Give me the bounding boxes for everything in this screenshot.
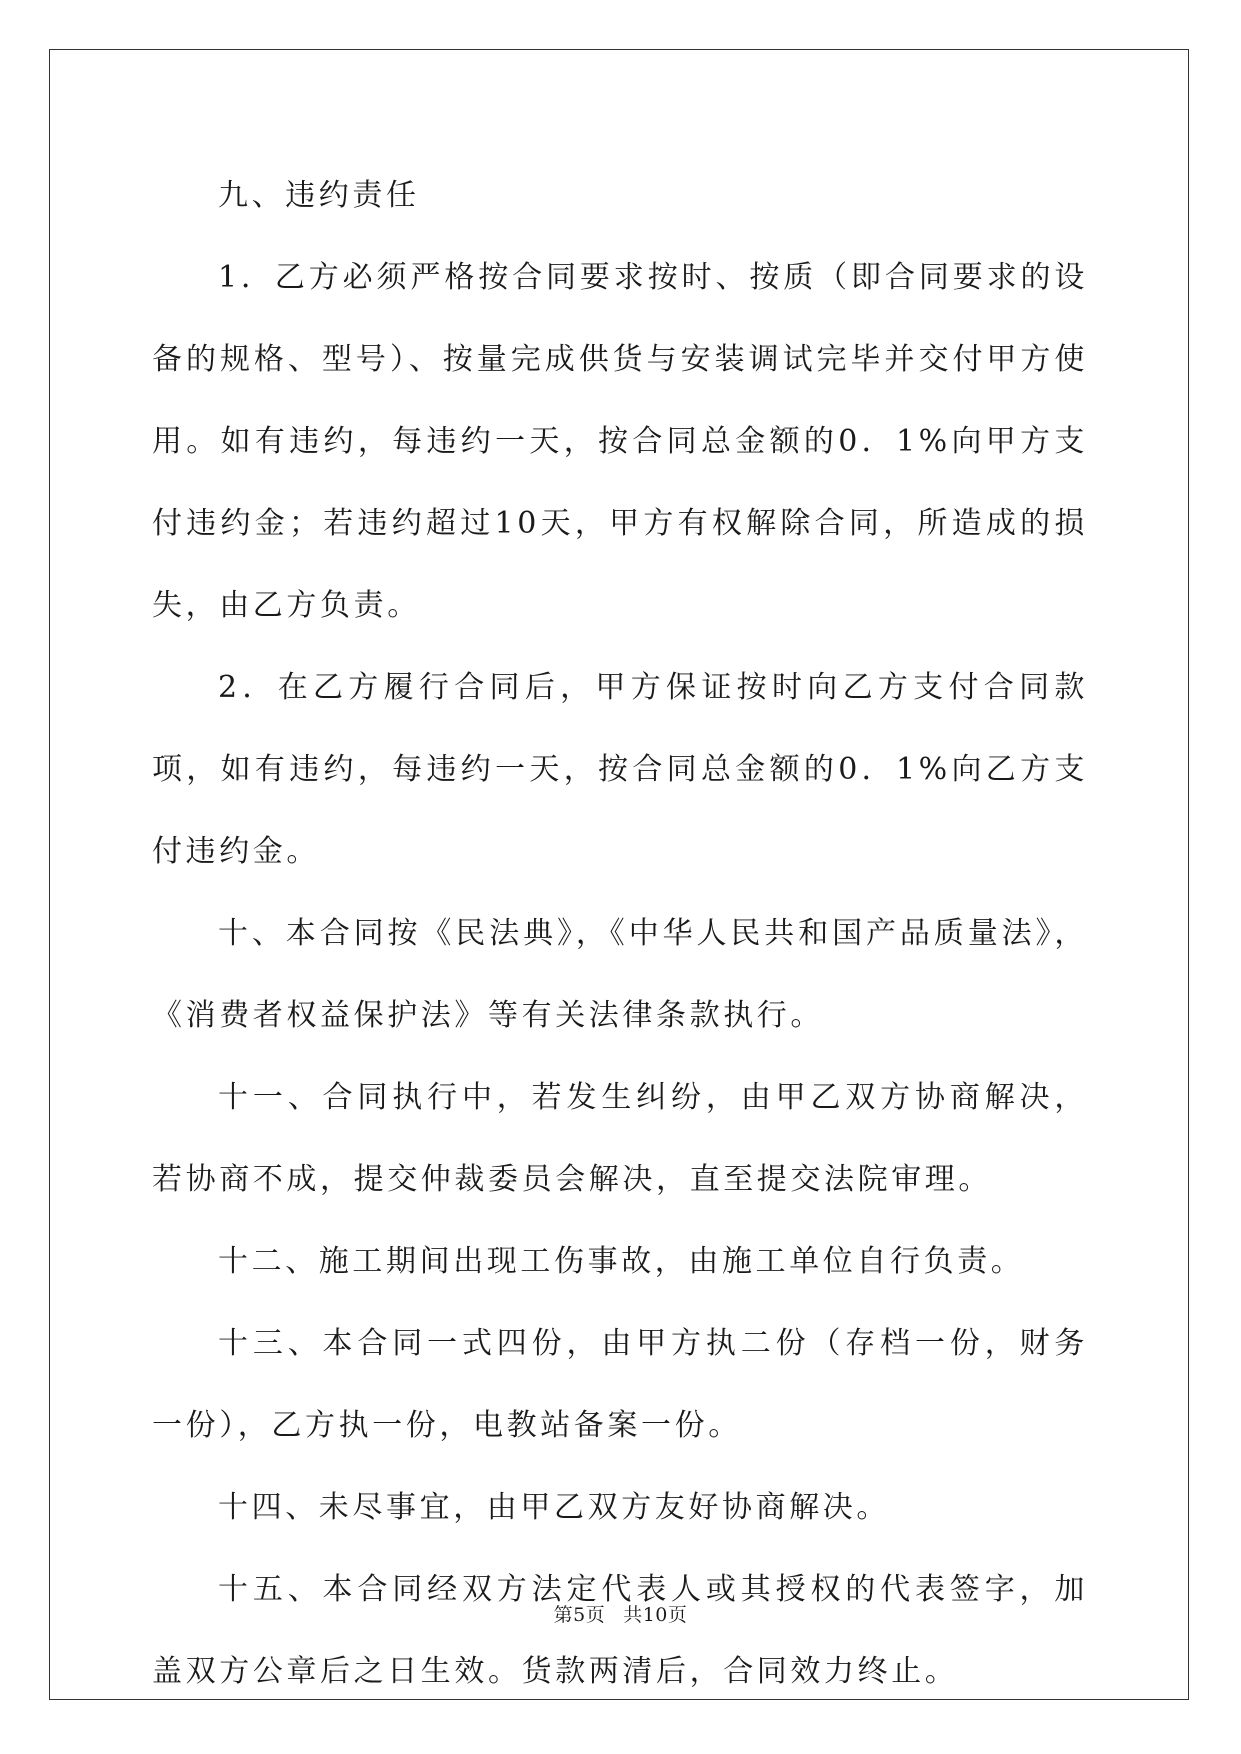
page-number: 第5页 [553,1604,606,1626]
clause-paragraph: 十、本合同按《民法典》，《中华人民共和国产品质量法》，《消费者权益保护法》等有关法律条款执行。 [152,916,1088,1033]
clause-paragraph: 十二、施工期间出现工伤事故，由施工单位自行负责。 [218,1244,1025,1279]
clause-paragraph: 十四、未尽事宜，由甲乙双方友好协商解决。 [218,1490,890,1525]
section-heading-breach: 九、违约责任 [218,178,420,213]
clause-paragraph: 十三、本合同一式四份，由甲方执二份（存档一份，财务一份），乙方执一份，电教站备案一份。 [152,1326,1088,1443]
clause-paragraph: 2．在乙方履行合同后，甲方保证按时向乙方支付合同款项，如有违约，每违约一天，按合同总金额的0．1%向乙方支付违约金。 [152,670,1088,869]
document-body [152,155,1088,1713]
clause-paragraph: 十五、本合同经双方法定代表人或其授权的代表签字，加盖双方公章后之日生效。货款两清后，合同效力终止。 [152,1572,1088,1689]
page-footer [0,1600,1241,1627]
clause-paragraph: 十一、合同执行中，若发生纠纷，由甲乙双方协商解决，若协商不成，提交仲裁委员会解决，直至提交法院审理。 [152,1080,1088,1197]
clause-paragraph: 1．乙方必须严格按合同要求按时、按质（即合同要求的设备的规格、型号）、按量完成供货与安装调试完毕并交付甲方使用。如有违约，每违约一天，按合同总金额的0．1%向甲方支付违约金；若违约超过10天，甲方有权解除合同，所造成的损失，由乙方负责。 [152,260,1088,623]
page-total: 共10页 [623,1604,688,1626]
